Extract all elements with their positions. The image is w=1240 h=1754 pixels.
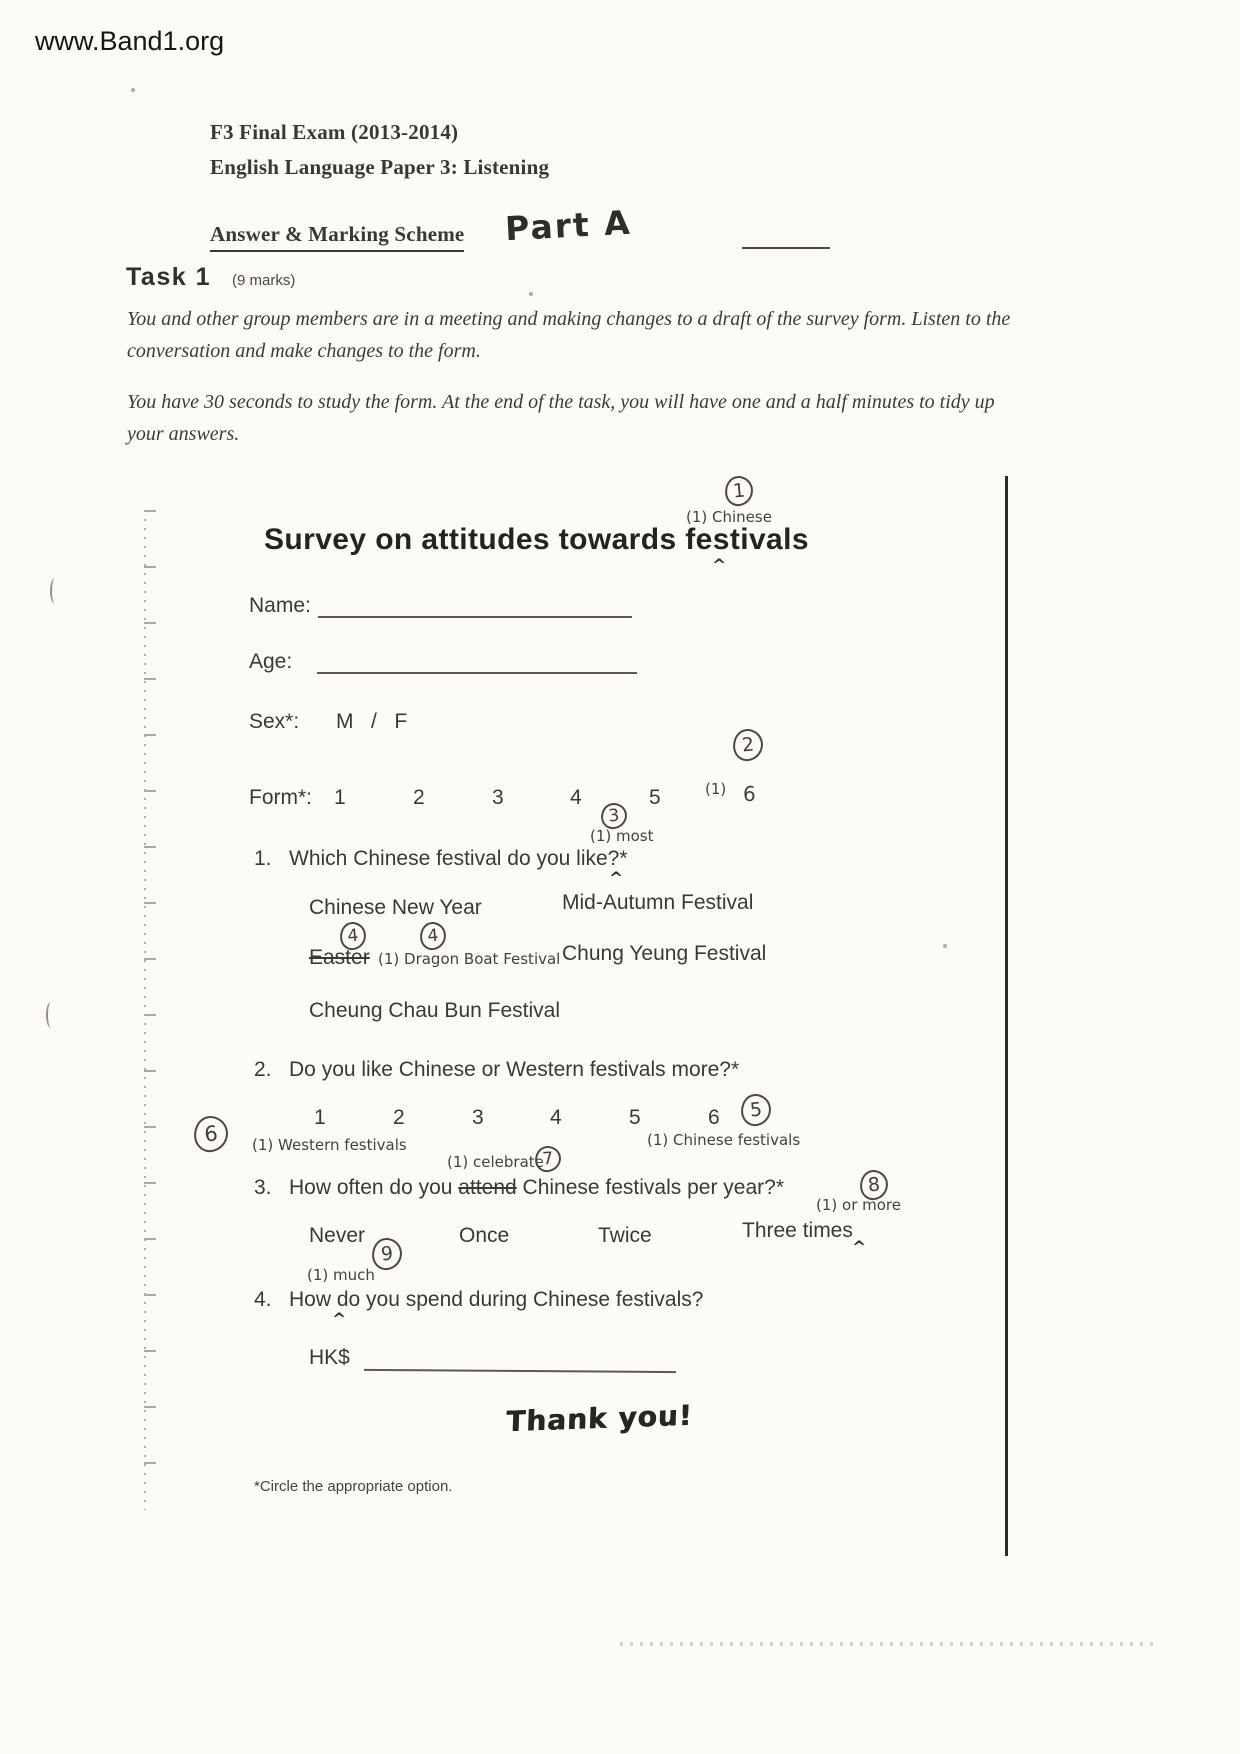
form-label: Form*: <box>249 786 312 809</box>
sex-label: Sex*: <box>249 710 300 733</box>
question-4: 4. How do you spend during Chinese festivals? <box>254 1288 704 1311</box>
option-three-times: Three times <box>742 1219 853 1242</box>
scale-3: 3 <box>472 1106 484 1129</box>
title-caret: ^ <box>712 556 727 576</box>
age-field-line <box>317 672 637 674</box>
annotation-most: (1) most <box>590 827 654 845</box>
q3-attend-struck: attend <box>458 1176 517 1199</box>
form-option-4: 4 <box>570 786 582 809</box>
option-cheung-chau: Cheung Chau Bun Festival <box>309 999 560 1022</box>
option-never: Never <box>309 1224 366 1247</box>
mark-circle-5: 5 <box>740 1093 773 1127</box>
annotation-form-paren: (1) <box>705 780 727 798</box>
scheme-heading: Answer & Marking Scheme <box>210 222 464 252</box>
sex-options: M / F <box>336 710 408 733</box>
annotation-celebrate: (1) celebrate <box>447 1153 544 1171</box>
scan-artifact-paren <box>50 578 60 604</box>
option-twice: Twice <box>598 1224 652 1247</box>
binding-marks <box>144 510 158 1510</box>
q4-caret: ^ <box>332 1310 347 1330</box>
scan-edge-noise <box>620 1642 1160 1646</box>
page-edge-line <box>1005 476 1008 1556</box>
annotation-western-festivals: (1) Western festivals <box>252 1136 407 1154</box>
annotation-title-chinese: (1) Chinese <box>686 508 772 526</box>
option-chinese-new-year: Chinese New Year <box>309 896 482 919</box>
thank-you-text: Thank you! <box>505 1398 693 1439</box>
mark-circle-8: 8 <box>859 1169 890 1201</box>
mark-circle-4a: 4 <box>339 921 367 951</box>
task-label: Task 1 <box>126 263 211 291</box>
task-marks: (9 marks) <box>232 272 296 289</box>
annotation-dragon-boat: (1) Dragon Boat Festival <box>378 950 561 968</box>
form-option-3: 3 <box>492 786 504 809</box>
annotation-chinese-festivals: (1) Chinese festivals <box>647 1131 801 1149</box>
scale-5: 5 <box>629 1106 641 1129</box>
mark-circle-9: 9 <box>371 1237 404 1271</box>
scale-1: 1 <box>314 1106 326 1129</box>
form-option-5: 5 <box>649 786 661 809</box>
option-chung-yeung: Chung Yeung Festival <box>562 942 767 965</box>
exam-title: F3 Final Exam (2013-2014) <box>210 120 459 144</box>
instructions-para-2: You have 30 seconds to study the form. At the end of the task, you will have one and a half minutes to tidy up your answers. <box>127 391 995 446</box>
instructions-para-1: You and other group members are in a meeting and making changes to a draft of the survey form. Listen to the conversation and make changes to the form. <box>127 308 1011 363</box>
name-label: Name: <box>249 594 311 617</box>
paper-title: English Language Paper 3: Listening <box>210 155 550 179</box>
survey-title: Survey on attitudes towards festivals <box>264 523 809 556</box>
scale-6: 6 <box>708 1106 720 1129</box>
mark-circle-6: 6 <box>192 1115 229 1154</box>
part-a-handwritten: Part A <box>504 202 633 249</box>
annotation-or-more: (1) or more <box>816 1196 901 1214</box>
hk-field-line <box>364 1369 676 1373</box>
mark-circle-2: 2 <box>732 728 765 762</box>
scale-4: 4 <box>550 1106 562 1129</box>
form-option-2: 2 <box>413 786 425 809</box>
question-2: 2. Do you like Chinese or Western festivals more?* <box>254 1058 740 1081</box>
name-field-line <box>318 616 632 618</box>
mark-circle-3: 3 <box>600 802 628 830</box>
scale-2: 2 <box>393 1106 405 1129</box>
option-mid-autumn: Mid-Autumn Festival <box>562 891 754 914</box>
heading-dash <box>742 247 830 249</box>
footnote: *Circle the appropriate option. <box>254 1478 453 1495</box>
age-label: Age: <box>249 650 293 673</box>
mark-circle-7: 7 <box>534 1145 562 1173</box>
site-watermark: www.Band1.org <box>35 26 225 56</box>
scan-speck <box>529 292 533 296</box>
option-once: Once <box>459 1224 510 1247</box>
scan-speck <box>131 88 135 92</box>
question-1: 1. Which Chinese festival do you like?* <box>254 847 628 870</box>
q3-caret: ^ <box>852 1238 867 1258</box>
annotation-form-six: 6 <box>743 782 756 806</box>
annotation-much: (1) much <box>307 1266 375 1284</box>
mark-circle-1: 1 <box>724 475 755 507</box>
q1-caret: ^ <box>609 869 624 889</box>
mark-circle-4b: 4 <box>419 921 447 951</box>
option-easter-struck: Easter <box>309 946 370 969</box>
scan-speck <box>943 944 947 948</box>
q3-text-before: 3. How often do you <box>254 1176 459 1199</box>
scan-artifact-paren <box>46 1002 56 1028</box>
q3-text-after: Chinese festivals per year?* <box>516 1176 784 1199</box>
form-option-1: 1 <box>334 786 346 809</box>
question-3 <box>254 1176 784 1200</box>
hk-label: HK$ <box>309 1346 350 1369</box>
